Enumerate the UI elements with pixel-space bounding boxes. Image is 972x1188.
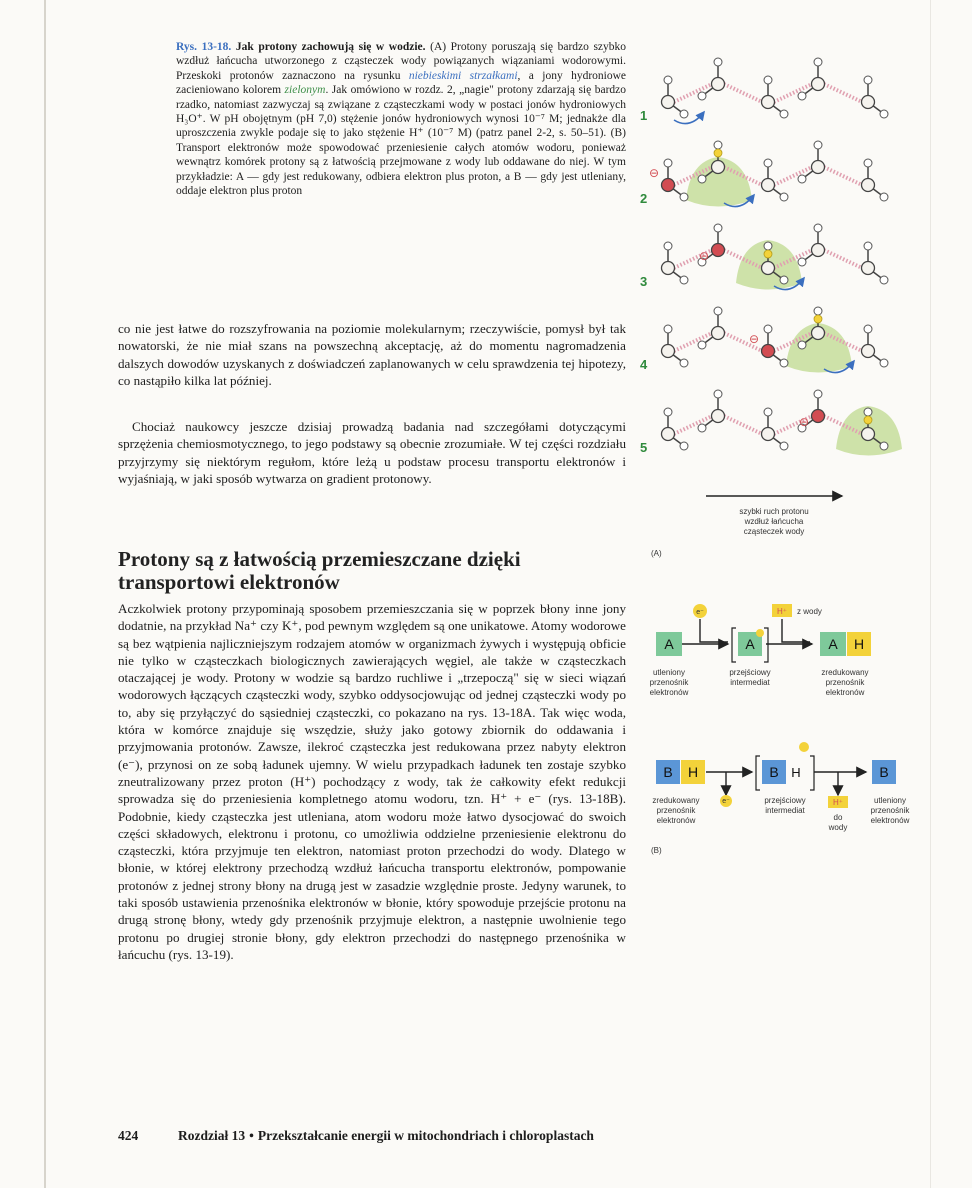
hydrogen-bond	[824, 167, 862, 185]
proton-on-b	[799, 742, 809, 752]
oxygen-atom	[812, 161, 825, 174]
hydrogen-atom	[764, 408, 772, 416]
panel-b-oxidation	[651, 742, 910, 855]
oxygen-atom	[862, 179, 875, 192]
oxygen-atom	[812, 410, 825, 423]
proton-marker	[714, 149, 722, 157]
row-number-3: 3	[640, 274, 648, 289]
hydrogen-atom	[780, 110, 788, 118]
arrow-caption-3: cząsteczek wody	[743, 527, 805, 536]
hydrogen-atom	[698, 341, 706, 349]
label-reduced-3: elektronów	[825, 688, 865, 697]
hydrogen-atom	[814, 390, 822, 398]
box-bh-h-label: H	[687, 764, 699, 780]
hydrogen-bond	[724, 84, 762, 102]
box-bh-b-label: B	[663, 764, 673, 780]
label-b-oxidized-2: przenośnik	[870, 806, 910, 815]
hydrogen-atom	[664, 242, 672, 250]
box-ah-h-label: H	[853, 636, 865, 652]
hydrogen-atom	[880, 110, 888, 118]
proton-uptake-arrow	[782, 619, 810, 642]
oxygen-atom	[662, 179, 675, 192]
hydrogen-atom	[864, 76, 872, 84]
hydrogen-atom	[798, 341, 806, 349]
oxygen-atom	[812, 244, 825, 257]
panel-label-b: (B)	[651, 846, 662, 855]
footer-bullet: •	[249, 1128, 254, 1143]
caption-text-3: . Jak omówiono w rozdz. 2, „nagie" protony zdarzają się bardzo rzadko, natomiast zazwyczaj są związane z cząsteczkami wody w postaci jonów hydroniowych H₃O⁺. W pH obojętnym (pH 7,0) stężenie jonów hydroniowych wynosi 10⁻⁷ M; jednakże dla uproszczenia zwykle podaje się to jako stężenie H⁺ (10⁻⁷ M) (patrz panel 2-2, s. 50–51). (B) Transport elektronów może spowodować przeniesienie całych atomów wodoru, ponieważ wewnątrz komórek protony są z łatwością przejmowane z wody lub oddawane do niej. W tym przykładzie: A — gdy jest redukowany, odbiera elektron plus proton, a B — gdy jest utleniany, oddaje elektron plus proton	[176, 84, 627, 198]
row-number-1: 1	[640, 108, 648, 123]
hydrogen-atom	[814, 58, 822, 66]
section-heading: Protony są z łatwością przemieszczane dzięki transportowi elektronów	[118, 547, 521, 594]
oxygen-atom	[762, 345, 775, 358]
proton-dest-2: wody	[828, 823, 848, 832]
label-oxidized-3: elektronów	[649, 688, 689, 697]
box-int-h-label: H	[791, 765, 801, 780]
hydrogen-atom	[664, 159, 672, 167]
label-intermediate-2: intermediat	[730, 678, 770, 687]
paragraph-2: Chociaż naukowcy jeszcze dzisiaj prowadzą badania nad szczegółami dotyczącymi sprzężenia chemiosmotycznego, to jego podstawy są obecnie zrozumiałe. W tej części rozdziału przyjrzymy się niektórym regułom, które leżą u podstaw procesu transportu elektronów i wyjaśniają, w jaki sposób wytwarza on gradient protonowy.	[118, 419, 626, 486]
proton-marker	[814, 315, 822, 323]
oxygen-atom	[862, 345, 875, 358]
proton-label-bottom: H⁺	[833, 798, 843, 807]
oxygen-atom	[712, 244, 725, 257]
negative-charge-sign: ⊖	[698, 249, 710, 263]
oxygen-atom	[662, 345, 675, 358]
negative-charge-sign: ⊖	[798, 415, 810, 429]
label-reduced-1: zredukowany	[821, 668, 869, 677]
caption-text-1: (A) Protony poruszają się bardzo szybko wzdłuż łańcucha utworzonego z cząsteczek wody powiązanych wiązaniami wodorowymi. Przeskoki protonów zaznaczono na rysunku	[176, 41, 627, 82]
hydrogen-atom	[864, 242, 872, 250]
box-ah-a-label: A	[828, 636, 838, 652]
proton-dest-1: do	[833, 813, 843, 822]
label-oxidized-1: utleniony	[652, 668, 686, 677]
oxygen-atom	[762, 179, 775, 192]
hydrogen-atom	[780, 442, 788, 450]
hydrogen-atom	[680, 193, 688, 201]
row-number-2: 2	[640, 191, 648, 206]
box-a-int-label: A	[745, 636, 755, 652]
proton-label-top: H⁺	[777, 607, 787, 616]
hydrogen-bond	[824, 250, 862, 268]
label-b-oxidized-3: elektronów	[870, 816, 910, 825]
hydrogen-atom	[698, 175, 706, 183]
oxygen-atom	[712, 327, 725, 340]
hydrogen-atom	[780, 359, 788, 367]
hydrogen-atom	[680, 276, 688, 284]
label-b-reduced-2: przenośnik	[656, 806, 696, 815]
negative-charge-sign: ⊖	[748, 332, 760, 346]
panel-b-reduction	[650, 604, 871, 697]
hydrogen-atom	[714, 224, 722, 232]
hydrogen-atom	[764, 76, 772, 84]
hydrogen-atom	[664, 408, 672, 416]
hydrogen-atom	[880, 276, 888, 284]
hydrogen-atom	[764, 325, 772, 333]
oxygen-atom	[662, 96, 675, 109]
label-b-intermediate-1: przejściowy	[764, 796, 806, 805]
hydrogen-atom	[864, 325, 872, 333]
electron-label-top: e⁻	[696, 609, 704, 616]
label-b-reduced-1: zredukowany	[652, 796, 700, 805]
oxygen-atom	[812, 78, 825, 91]
row-number-4: 4	[640, 357, 648, 372]
figure-title: Jak protony zachowują się w wodzie.	[235, 41, 426, 53]
electron-on-a	[756, 629, 764, 637]
page-footer	[118, 1128, 838, 1144]
electron-uptake-arrow	[700, 619, 728, 642]
arrow-caption-1: szybki ruch protonu	[739, 507, 809, 516]
hydrogen-atom	[798, 258, 806, 266]
chapter-title: Przekształcanie energii w mitochondriach i chloroplastach	[257, 1128, 594, 1143]
paragraph-1: co nie jest łatwe do rozszyfrowania na poziomie molekularnym; rzeczywiście, pomysł był tak nowatorski, że nie miał szans na powszechną akceptację, aż do momentu nagromadzenia dalszych dowodów uzyskanych z doświadczeń zaplanowanych w celu sprawdzenia tej hipotezy, co nastąpiło kilka lat później.	[118, 321, 626, 388]
water-chain-rows	[649, 58, 902, 456]
label-intermediate-1: przejściowy	[729, 668, 771, 677]
hydrogen-bond	[824, 84, 862, 102]
oxygen-atom	[862, 96, 875, 109]
hydrogen-atom	[680, 359, 688, 367]
hydrogen-atom	[714, 58, 722, 66]
hydrogen-atom	[880, 442, 888, 450]
oxygen-atom	[762, 96, 775, 109]
hydrogen-atom	[698, 92, 706, 100]
hydrogen-atom	[664, 325, 672, 333]
arrow-caption-2: wzdłuż łańcucha	[744, 517, 804, 526]
hydrogen-atom	[864, 408, 872, 416]
caption-blue-term: niebieskimi strzałkami	[408, 69, 518, 82]
hydrogen-atom	[780, 276, 788, 284]
hydrogen-atom	[814, 141, 822, 149]
box-int-b-label: B	[769, 764, 779, 780]
box-a-label: A	[664, 636, 674, 652]
hydrogen-atom	[714, 390, 722, 398]
caption-text-2: , a jony hydroniowe zacieniowano kolorem	[176, 69, 626, 97]
paragraph-3: Aczkolwiek protony przypominają sposobem przemieszczania się w poprzek błony inne jony dodatnie, na przykład Na⁺ czy K⁺, pod pewnym względem są one unikatowe. Atomy wodorowe są bez wątpienia najliczniejszym rodzajem atomów w organizmach żywych i występują obficie nie tylko w cząsteczkach biologicznych zawierających węgiel, ale także w cząsteczkach otaczającej je wody. Protony w wodzie są bardzo ruchliwe i „trzepoczą" się w sieci wiązań wodorowych łączących cząsteczki wody, szybko oddysocjowując od jednej cząsteczki wody po to, aby się przyłączyć do sąsiedniej cząsteczki, co pokazano na rys. 13-18A. Tak więc woda, która w komórce znajduje się wszędzie, służy jako gotowy zbiornik do oddawania i przyjmowania protonów. Zawsze, ilekroć cząsteczka jest redukowana przez nabyty elektron (e⁻), przynosi on ze sobą ładunek ujemny. W wielu przypadkach ładunek ten zostaje szybko zneutralizowany przez proton (H⁺) pochodzący z wody, tak że całkowity efekt redukcji sprowadza się do przeniesienia kompletnego atomu wodoru, tzn. H⁺ + e⁻ (rys. 13-18B). Podobnie, kiedy cząsteczka jest utleniana, atom wodoru może łatwo dysocjować do swoich części składowych, elektronu i protonu, co umożliwia oddzielne przeniesienie elektronu do cząsteczki, która przyjmuje ten elektron, natomiast proton przechodzi do wody. Dlatego w błonie, w której elektrony przechodzą wzdłuż łańcucha transportu elektronów, pompowanie protonów z jednej strony błony na drugą jest w zasadzie względnie proste. Jedyny warunek, to taki sposób ustawienia przenośnika elektronów w błonie, który spowoduje przejście protonu na drugą stronę błony, wtedy gdy przenośnik przyjmuje elektron, a następnie uwolnienie tego protonu po drugiej stronie błony, gdy elektron przechodzi do następnego przenośnika w łańcuchu (rys. 13-19).	[118, 601, 626, 962]
oxygen-atom	[762, 262, 775, 275]
box-b-label: B	[879, 764, 889, 780]
row-number-5: 5	[640, 440, 648, 455]
hydrogen-atom	[798, 175, 806, 183]
oxygen-atom	[762, 428, 775, 441]
oxygen-atom	[862, 262, 875, 275]
hydrogen-atom	[680, 442, 688, 450]
hydrogen-atom	[798, 92, 806, 100]
hydrogen-atom	[764, 242, 772, 250]
label-b-reduced-3: elektronów	[656, 816, 696, 825]
figure-label: Rys. 13-18.	[176, 41, 232, 53]
hydrogen-atom	[680, 110, 688, 118]
proton-hop-arrow	[674, 112, 704, 124]
oxygen-atom	[712, 78, 725, 91]
hydrogen-bond	[724, 416, 762, 434]
oxygen-atom	[662, 428, 675, 441]
page-number: 424	[118, 1128, 139, 1143]
proton-marker	[764, 250, 772, 258]
caption-green-term: zielonym	[284, 84, 326, 97]
hydrogen-atom	[780, 193, 788, 201]
panel-label-a: (A)	[651, 549, 662, 558]
proton-source-label: z wody	[797, 607, 822, 616]
label-reduced-2: przenośnik	[825, 678, 865, 687]
hydrogen-atom	[664, 76, 672, 84]
negative-charge-sign: ⊖	[648, 166, 660, 180]
oxygen-atom	[812, 327, 825, 340]
hydrogen-atom	[880, 359, 888, 367]
oxygen-atom	[712, 161, 725, 174]
hydrogen-atom	[814, 307, 822, 315]
hydrogen-atom	[714, 141, 722, 149]
oxygen-atom	[712, 410, 725, 423]
label-b-oxidized-1: utleniony	[873, 796, 907, 805]
label-oxidized-2: przenośnik	[649, 678, 689, 687]
hydrogen-atom	[764, 159, 772, 167]
hydrogen-atom	[880, 193, 888, 201]
electron-label-bottom: e⁻	[722, 798, 730, 805]
hydrogen-atom	[814, 224, 822, 232]
label-b-intermediate-2: intermediat	[765, 806, 805, 815]
hydrogen-atom	[714, 307, 722, 315]
chapter-label: Rozdział 13	[178, 1128, 246, 1143]
hydrogen-atom	[698, 424, 706, 432]
oxygen-atom	[662, 262, 675, 275]
hydrogen-atom	[864, 159, 872, 167]
proton-marker	[864, 416, 872, 424]
oxygen-atom	[862, 428, 875, 441]
